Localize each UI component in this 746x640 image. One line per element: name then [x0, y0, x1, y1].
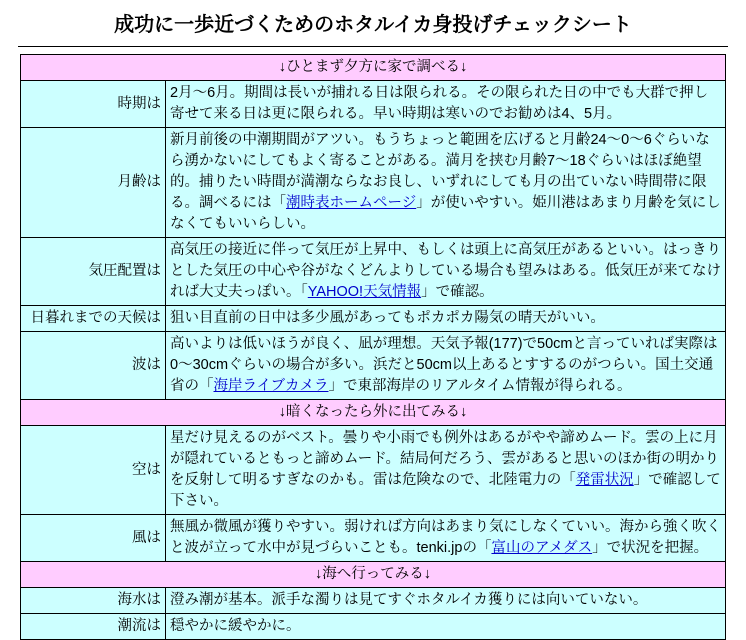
section-header-sea: ↓海へ行ってみる↓ — [21, 562, 726, 588]
table-row — [21, 588, 726, 614]
row-body-kiatsu — [166, 238, 726, 306]
table-row — [21, 562, 726, 588]
text-part: 」で状況を把握。 — [592, 540, 709, 557]
table-row — [21, 55, 726, 81]
text-part: 無風か微風が獲りやすい。弱ければ方向はあまり気にしなくていい。海から強く吹くと波が立って水中が見づらいことも。tenki.jpの「 — [170, 519, 721, 557]
row-label-kaisui: 海水は — [21, 588, 166, 614]
row-body-jiki: 2月〜6月。期間は長いが捕れる日は限られる。その限られた日の中でも大群で押し寄せて来る日は更に限られる。早い時期は寒いのでお勧めは4、5月。 — [166, 81, 726, 128]
row-body-sora — [166, 426, 726, 515]
row-body-nami — [166, 332, 726, 400]
text-part: 」で確認。 — [421, 284, 494, 301]
link-choujihyou[interactable]: 潮時表ホームページ — [286, 195, 417, 212]
section-header-dark: ↓暗くなったら外に出てみる↓ — [21, 400, 726, 426]
row-label-choryu: 潮流は — [21, 614, 166, 640]
text-part: 高気圧の接近に伴って気圧が上昇中、もしくは頭上に高気圧があるといい。はっきりとした気圧の中心や谷がなくどんよりしている場合も望みはある。低気圧が来てなければ大丈夫っぽい。「 — [170, 242, 721, 301]
text-part: 星だけ見えるのがベスト。曇りや小雨でも例外はあるがやや諦めムード。雲の上に月が隠れているともっと諦めムード。結局何だろう、雲があると思いのほか街の明かりを反射して明るすぎなのかも。雷は危険なので、北陸電力の「 — [170, 430, 719, 489]
row-label-sora: 空は — [21, 426, 166, 515]
link-toyama-amedas[interactable]: 富山のアメダス — [491, 540, 593, 557]
table-row — [21, 81, 726, 128]
table-row — [21, 332, 726, 400]
table-row — [21, 515, 726, 562]
table-row — [21, 128, 726, 238]
text-part: 」で東部海岸のリアルタイム情報が得られる。 — [328, 378, 632, 395]
table-row — [21, 238, 726, 306]
row-label-kaze: 風は — [21, 515, 166, 562]
row-label-nami: 波は — [21, 332, 166, 400]
row-label-tenkou: 日暮れまでの天候は — [21, 306, 166, 332]
row-body-kaze — [166, 515, 726, 562]
text-part: 」で確認して下さい。 — [170, 472, 721, 510]
row-label-getsurei: 月齢は — [21, 128, 166, 238]
text-part: 」が使いやすい。姫川港はあまり月齢を気にしなくてもいいらしい。 — [170, 195, 721, 233]
text-part: 高いよりは低いほうが良く、凪が理想。天気予報(177)で50cmと言っていれば実際は0〜30cmぐらいの場合が多い。浜だと50cm以上あるとすするのがつらい。国土交通省の「 — [170, 336, 718, 395]
row-body-tenkou: 狙い目直前の日中は多少風があってもポカポカ陽気の晴天がいい。 — [166, 306, 726, 332]
table-row — [21, 400, 726, 426]
row-label-kiatsu: 気圧配置は — [21, 238, 166, 306]
row-label-jiki: 時期は — [21, 81, 166, 128]
link-kaigan-livecamera[interactable]: 海岸ライブカメラ — [213, 378, 329, 395]
link-hatsurai-joukyou[interactable]: 発雷状況 — [575, 472, 634, 489]
title-divider — [18, 46, 728, 47]
section-header-evening: ↓ひとまず夕方に家で調べる↓ — [21, 55, 726, 81]
row-body-choryu: 穏やかに緩やかに。 — [166, 614, 726, 640]
link-yahoo-tenki[interactable]: YAHOO!天気情報 — [307, 284, 422, 301]
row-body-kaisui: 澄み潮が基本。派手な濁りは見てすぐホタルイカ獲りには向いていない。 — [166, 588, 726, 614]
text-part: 新月前後の中潮期間がアツい。もうちょっと範囲を広げると月齢24〜0〜6ぐらいなら湧かないにしてもよく寄ることがある。満月を挟む月齢7〜18ぐらいはほぼ絶望的。捕りたい時間が満潮ならなお良し、いずれにしても月の出ていない時間帯に限る。調べるには「 — [170, 132, 710, 212]
page-title: 成功に一歩近づくためのホタルイカ身投げチェックシート — [114, 14, 632, 36]
table-row — [21, 306, 726, 332]
table-row — [21, 426, 726, 515]
table-row — [21, 614, 726, 640]
checksheet-table — [20, 54, 726, 640]
row-body-getsurei — [166, 128, 726, 238]
